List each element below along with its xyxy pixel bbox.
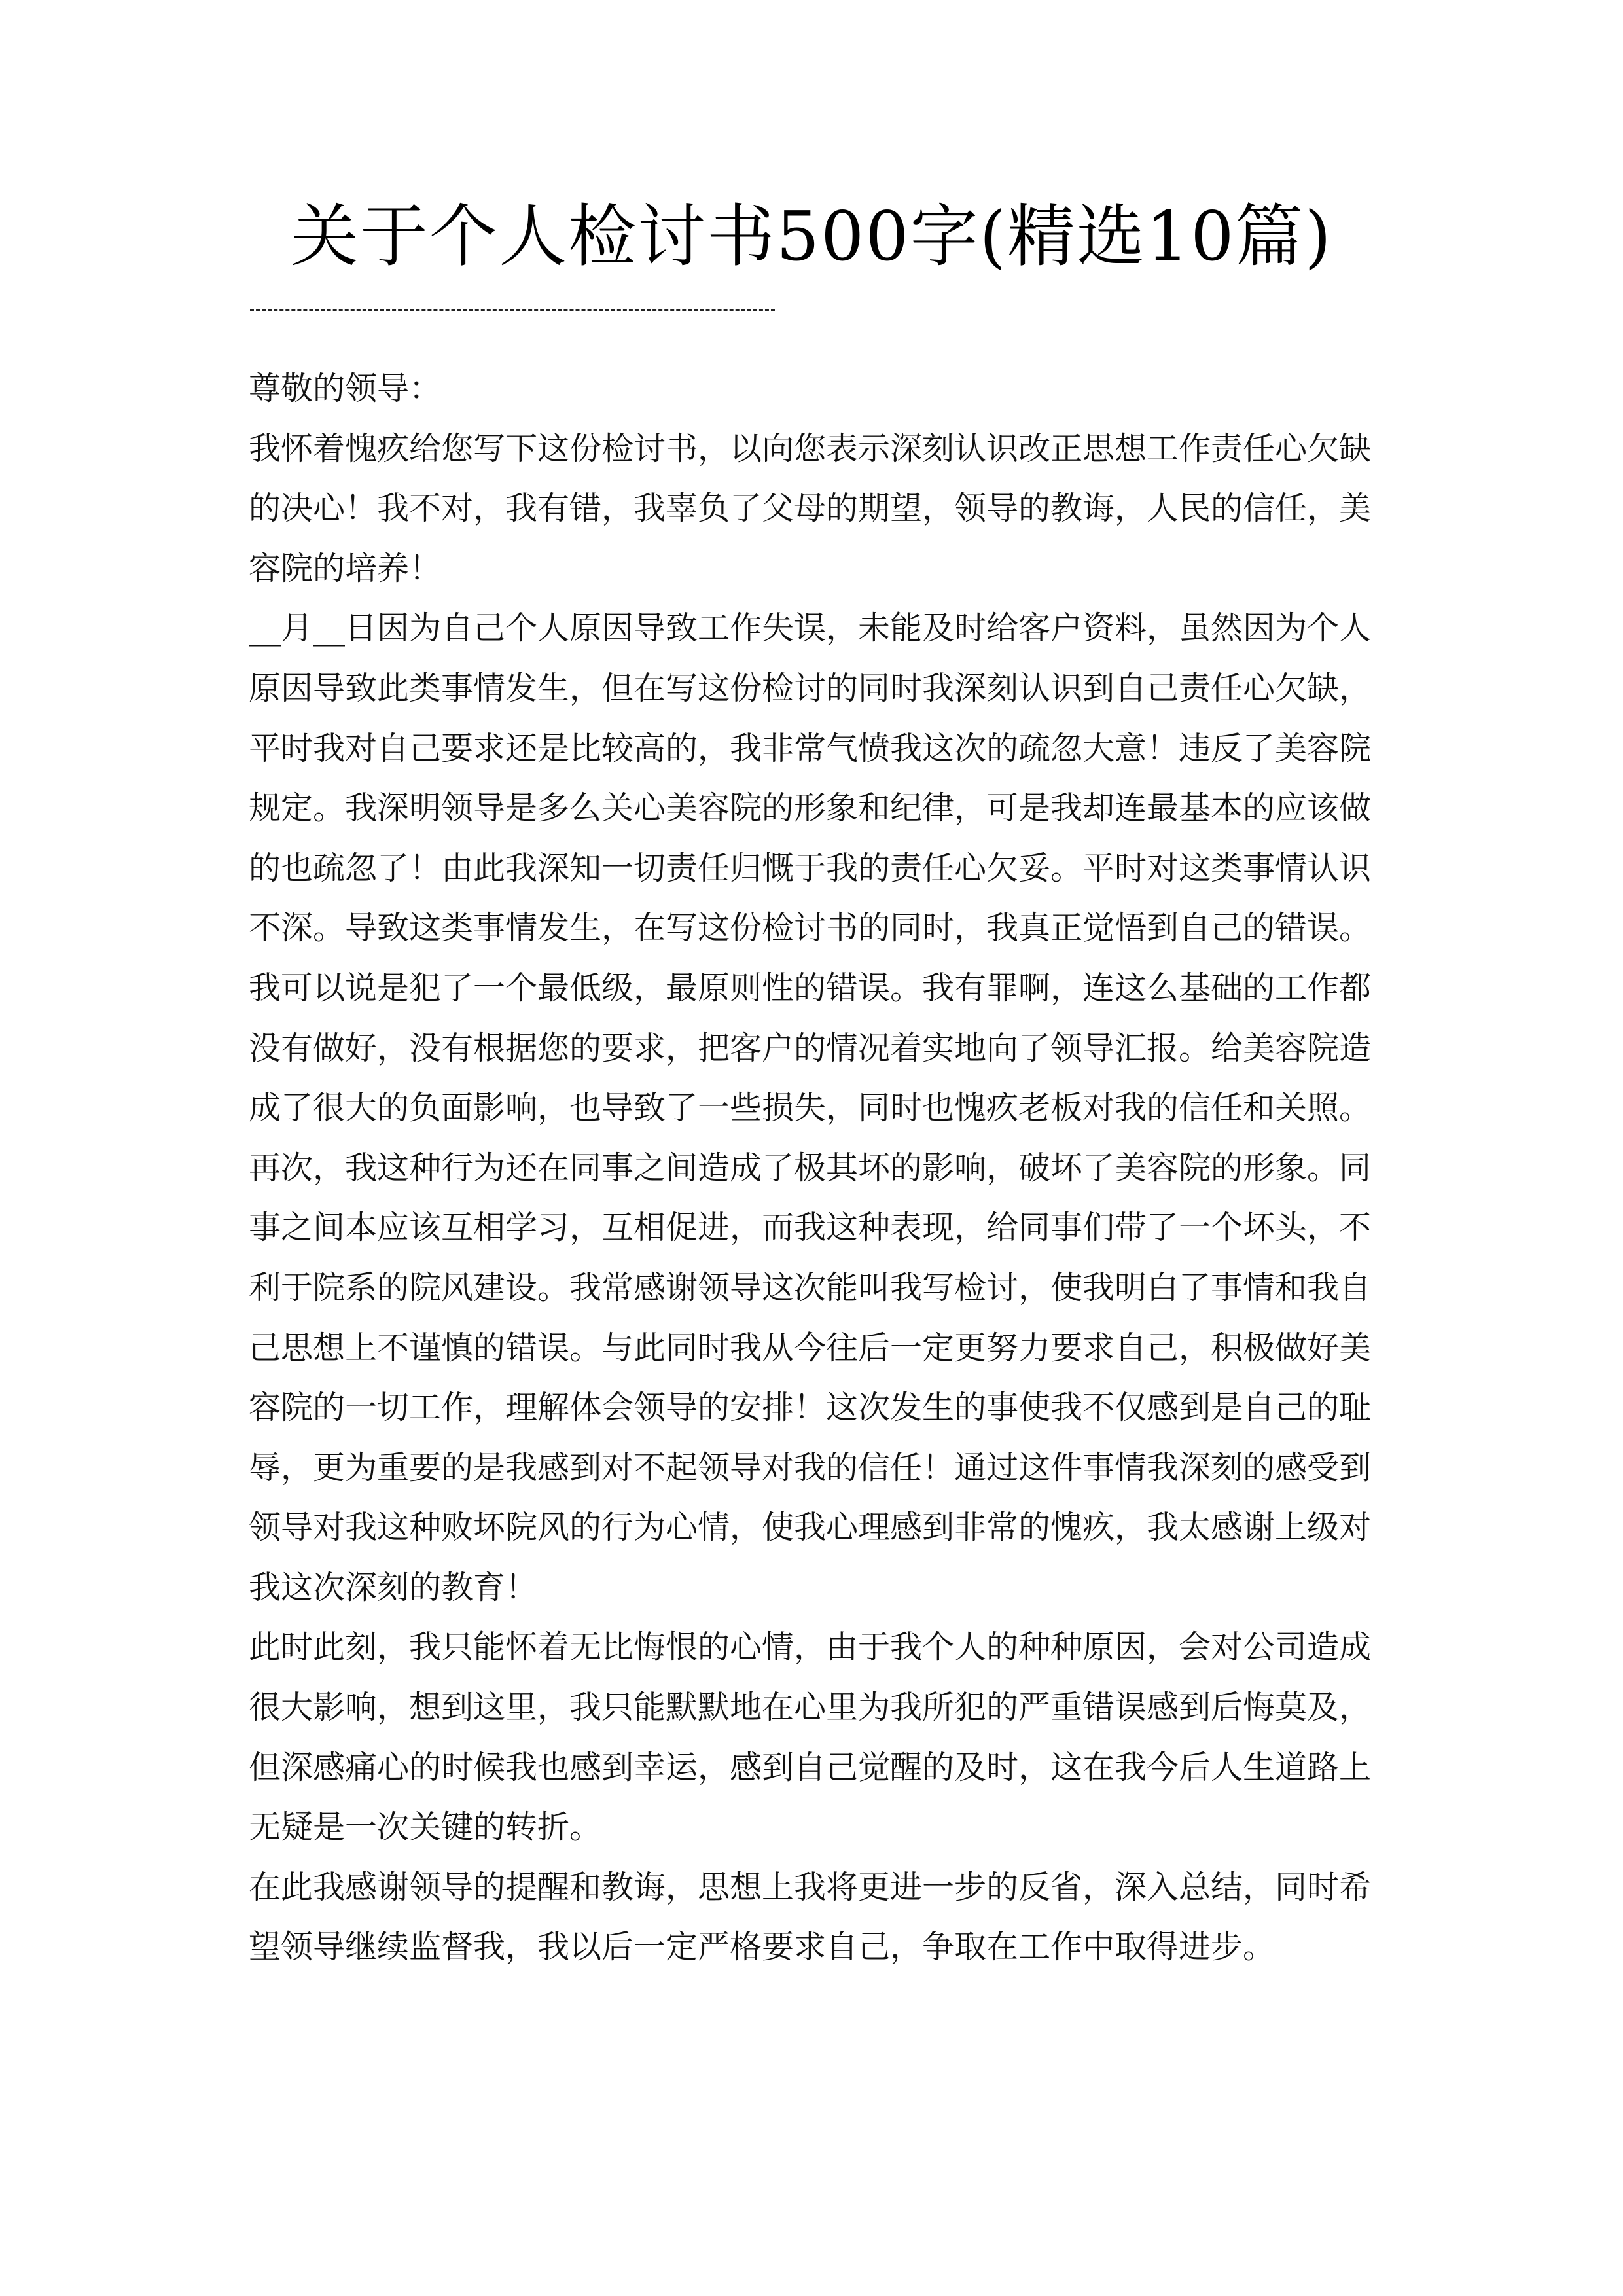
body-line: 领导对我这种败坏院风的行为心情，使我心理感到非常的愧疚，我太感谢上级对: [249, 1509, 1372, 1547]
body-line: 无疑是一次关键的转折。: [249, 1808, 602, 1846]
body-line: 很大影响，想到这里，我只能默默地在心里为我所犯的严重错误感到后悔莫及，: [249, 1689, 1372, 1727]
body-line: 容院的一切工作，理解体会领导的安排！这次发生的事使我不仅感到是自己的耻: [249, 1389, 1372, 1427]
body-line: 事之间本应该互相学习，互相促进，而我这种表现，给同事们带了一个坏头，不: [249, 1209, 1372, 1247]
body-line: 辱，更为重要的是我感到对不起领导对我的信任！通过这件事情我深刻的感受到: [249, 1448, 1372, 1486]
body-line: 再次，我这种行为还在同事之间造成了极其坏的影响，破坏了美容院的形象。同: [249, 1149, 1372, 1187]
title-separator-rule: [250, 309, 775, 311]
body-line: 我这次深刻的教育！: [249, 1568, 538, 1606]
body-line: 的决心！我不对，我有错，我辜负了父母的期望，领导的教诲，人民的信任，美: [249, 490, 1372, 528]
body-line: 的也疏忽了！由此我深知一切责任归慨于我的责任心欠妥。平时对这类事情认识: [249, 849, 1372, 887]
body-line: 容院的培养！: [249, 549, 442, 587]
body-line: 在此我感谢领导的提醒和教诲，思想上我将更进一步的反省，深入总结，同时希: [249, 1868, 1372, 1906]
body-line: 不深。导致这类事情发生，在写这份检讨书的同时，我真正觉悟到自己的错误。: [249, 909, 1372, 947]
document-body: [249, 359, 1400, 1977]
document-title: 关于个人检讨书500字(精选10篇): [291, 196, 1332, 276]
body-line: 利于院系的院风建设。我常感谢领导这次能叫我写检讨，使我明白了事情和我自: [249, 1268, 1372, 1306]
body-line: 原因导致此类事情发生，但在写这份检讨的同时我深刻认识到自己责任心欠缺，: [249, 669, 1372, 707]
body-line: 此时此刻，我只能怀着无比悔恨的心情，由于我个人的种种原因，会对公司造成: [249, 1628, 1372, 1666]
body-line: 平时我对自己要求还是比较高的，我非常气愤我这次的疏忽大意！违反了美容院: [249, 729, 1372, 767]
body-line: 我可以说是犯了一个最低级，最原则性的错误。我有罪啊，连这么基础的工作都: [249, 969, 1372, 1007]
body-line: 规定。我深明领导是多么关心美容院的形象和纪律，可是我却连最基本的应该做: [249, 789, 1372, 827]
body-line: 但深感痛心的时候我也感到幸运，感到自己觉醒的及时，这在我今后人生道路上: [249, 1748, 1372, 1786]
salutation: 尊敬的领导：: [249, 370, 442, 407]
body-line: 望领导继续监督我，我以后一定严格要求自己，争取在工作中取得进步。: [249, 1928, 1275, 1966]
body-line: 我怀着愧疚给您写下这份检讨书，以向您表示深刻认识改正思想工作责任心欠缺: [249, 429, 1372, 467]
body-line: 己思想上不谨慎的错误。与此同时我从今往后一定更努力要求自己，积极做好美: [249, 1329, 1372, 1367]
body-line: 成了很大的负面影响，也导致了一些损失，同时也愧疚老板对我的信任和关照。: [249, 1089, 1372, 1127]
body-line: __月__日因为自己个人原因导致工作失误，未能及时给客户资料，虽然因为个人: [249, 609, 1372, 647]
body-line: 没有做好，没有根据您的要求，把客户的情况着实地向了领导汇报。给美容院造: [249, 1029, 1372, 1067]
